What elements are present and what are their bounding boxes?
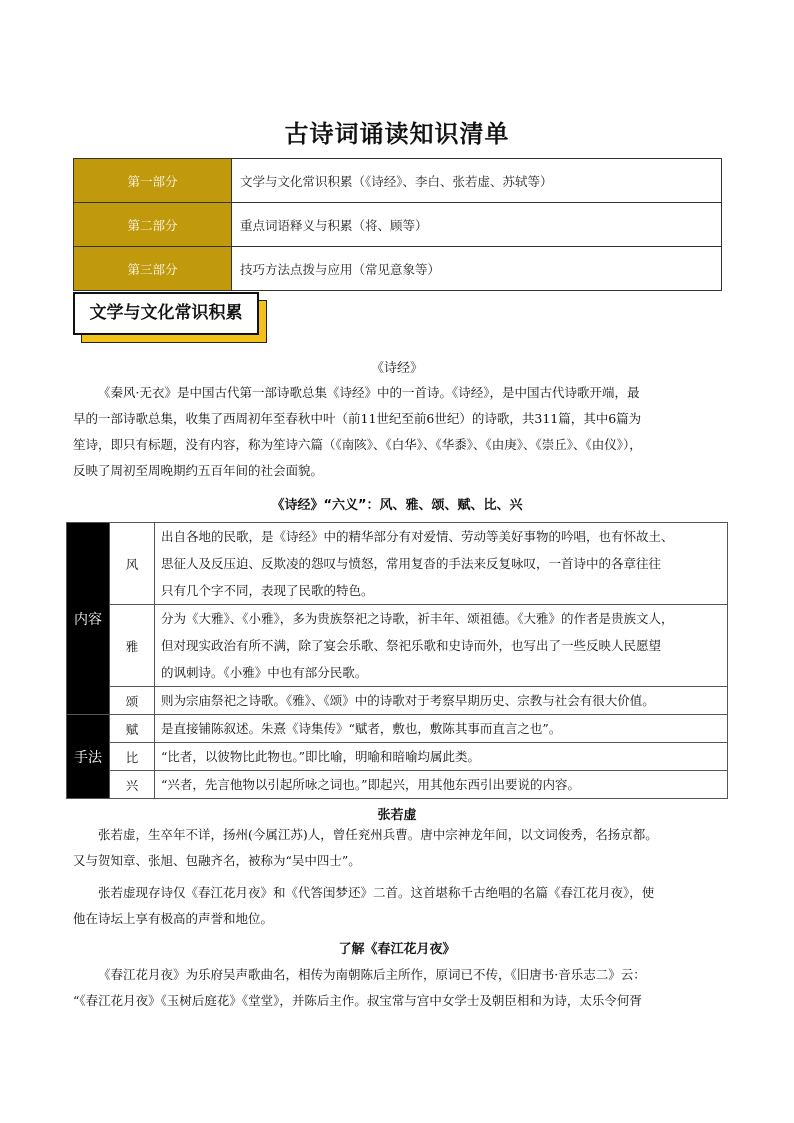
- toc-row: [74, 159, 722, 203]
- text-line: 但对现实政治有所不满，除了宴会乐歌、祭祀乐歌和史诗而外，也写出了一些反映人民愿望: [161, 638, 662, 653]
- zhang-paragraph-2: [73, 880, 722, 932]
- text-line: 分为《大雅》、《小雅》，多为贵族祭祀之诗歌，祈丰年、颂祖德。《大雅》的作者是贵族文人，: [161, 611, 674, 626]
- category-technique: 手法: [67, 715, 110, 799]
- text-line: “比者，以彼物比此物也。”即比喻，明喻和暗喻均属此类。: [161, 749, 481, 764]
- text-line: 张若虚现存诗仅《春江花月夜》和《代答闺梦还》二首。这首堪称千古绝唱的名篇《春江花月夜》，使: [98, 885, 655, 900]
- text-line: “兴者，先言他物以引起所咏之词也。”即起兴，用其他东西引出要说的内容。: [161, 777, 581, 792]
- text-line: 《秦风·无衣》是中国古代第一部诗歌总集《诗经》中的一首诗。《诗经》，是中国古代诗歌开端，最: [98, 385, 640, 400]
- chunjiang-paragraph: [73, 962, 722, 1014]
- text-line: 他在诗坛上享有极高的声誉和地位。: [73, 911, 274, 926]
- toc-part-description: 技巧方法点拨与应用（常见意象等）: [232, 247, 722, 291]
- section-banner: [73, 292, 269, 344]
- toc-row: [74, 247, 722, 291]
- liuyi-name: 赋: [110, 715, 155, 743]
- toc-part-description: 重点词语释义与积累（将、顾等）: [232, 203, 722, 247]
- page-title: 古诗词诵读知识清单: [284, 120, 510, 148]
- table-row: [67, 687, 728, 715]
- liuyi-desc: [155, 771, 728, 799]
- toc-part-label: 第一部分: [74, 159, 232, 203]
- liuyi-name: 比: [110, 743, 155, 771]
- liuyi-name: 风: [110, 523, 155, 605]
- text-line: 只有几个字不同，表现了民歌的特色。: [161, 583, 374, 598]
- text-line: 笙诗，即只有标题，没有内容，称为笙诗六篇（《南陔》、《白华》、《华黍》、《由庚》、《崇丘》、《由仪》），: [73, 437, 642, 452]
- zhang-heading: 张若虚: [377, 808, 417, 823]
- liuyi-desc: [155, 523, 728, 605]
- text-line: 的讽刺诗。《小雅》中也有部分民歌。: [161, 665, 368, 680]
- category-content: 内容: [67, 523, 110, 715]
- toc-part-description: 文学与文化常识积累（《诗经》、李白、张若虚、苏轼等）: [232, 159, 722, 203]
- text-line: 又与贺知章、张旭、包融齐名，被称为“吴中四士”。: [73, 853, 361, 868]
- table-row: [67, 715, 728, 743]
- liuyi-desc: [155, 605, 728, 687]
- liuyi-desc: [155, 743, 728, 771]
- text-line: 出自各地的民歌，是《诗经》中的精华部分有对爱情、劳动等美好事物的吟唱，也有怀故土、: [161, 529, 674, 544]
- zhang-paragraph-1: [73, 822, 722, 874]
- liuyi-desc: [155, 715, 728, 743]
- table-row: [67, 743, 728, 771]
- text-line: 反映了周初至周晚期约五百年间的社会面貌。: [73, 463, 324, 478]
- table-row: [67, 605, 728, 687]
- toc-part-label: 第三部分: [74, 247, 232, 291]
- text-line: 则为宗庙祭祀之诗歌。《雅》、《颂》中的诗歌对于考察早期历史、宗教与社会有很大价值。: [161, 693, 655, 708]
- table-row: [67, 523, 728, 605]
- liuyi-name: 雅: [110, 605, 155, 687]
- chunjiang-heading: 了解《春江花月夜》: [338, 942, 456, 957]
- contents-table: [73, 158, 722, 291]
- text-line: “《春江花月夜》《玉树后庭花》《堂堂》，并陈后主作。叔宝常与宫中女学士及朝臣相和为诗，太乐令何胥: [73, 993, 642, 1008]
- toc-row: [74, 203, 722, 247]
- table-row: [67, 771, 728, 799]
- liuyi-table: [66, 522, 728, 799]
- liuyi-heading: 《诗经》“六义”：风、雅、颂、赋、比、兴: [271, 498, 523, 513]
- text-line: 是直接铺陈叙述。朱熹《诗集传》“赋者，敷也，敷陈其事而直言之也”。: [161, 721, 562, 736]
- toc-part-label: 第二部分: [74, 203, 232, 247]
- text-line: 早的一部诗歌总集，收集了西周初年至春秋中叶（前11世纪至前6世纪）的诗歌，共311篇，其中6篇为: [73, 411, 642, 426]
- text-line: 张若虚，生卒年不详，扬州(今属江苏)人，曾任兖州兵曹。唐中宗神龙年间，以文词俊秀，名扬京都。: [98, 827, 658, 842]
- text-line: 思征人及反压迫、反欺凌的怨叹与愤怒，常用复沓的手法来反复咏叹，一首诗中的各章往往: [161, 556, 662, 571]
- liuyi-name: 兴: [110, 771, 155, 799]
- shijing-paragraph: [73, 380, 722, 484]
- shijing-heading: 《诗经》: [370, 361, 423, 376]
- liuyi-name: 颂: [110, 687, 155, 715]
- liuyi-desc: [155, 687, 728, 715]
- text-line: 《春江花月夜》为乐府吴声歌曲名，相传为南朝陈后主所作，原词已不传，《旧唐书·音乐志二》云：: [98, 967, 646, 982]
- section-banner-label: 文学与文化常识积累: [73, 292, 259, 335]
